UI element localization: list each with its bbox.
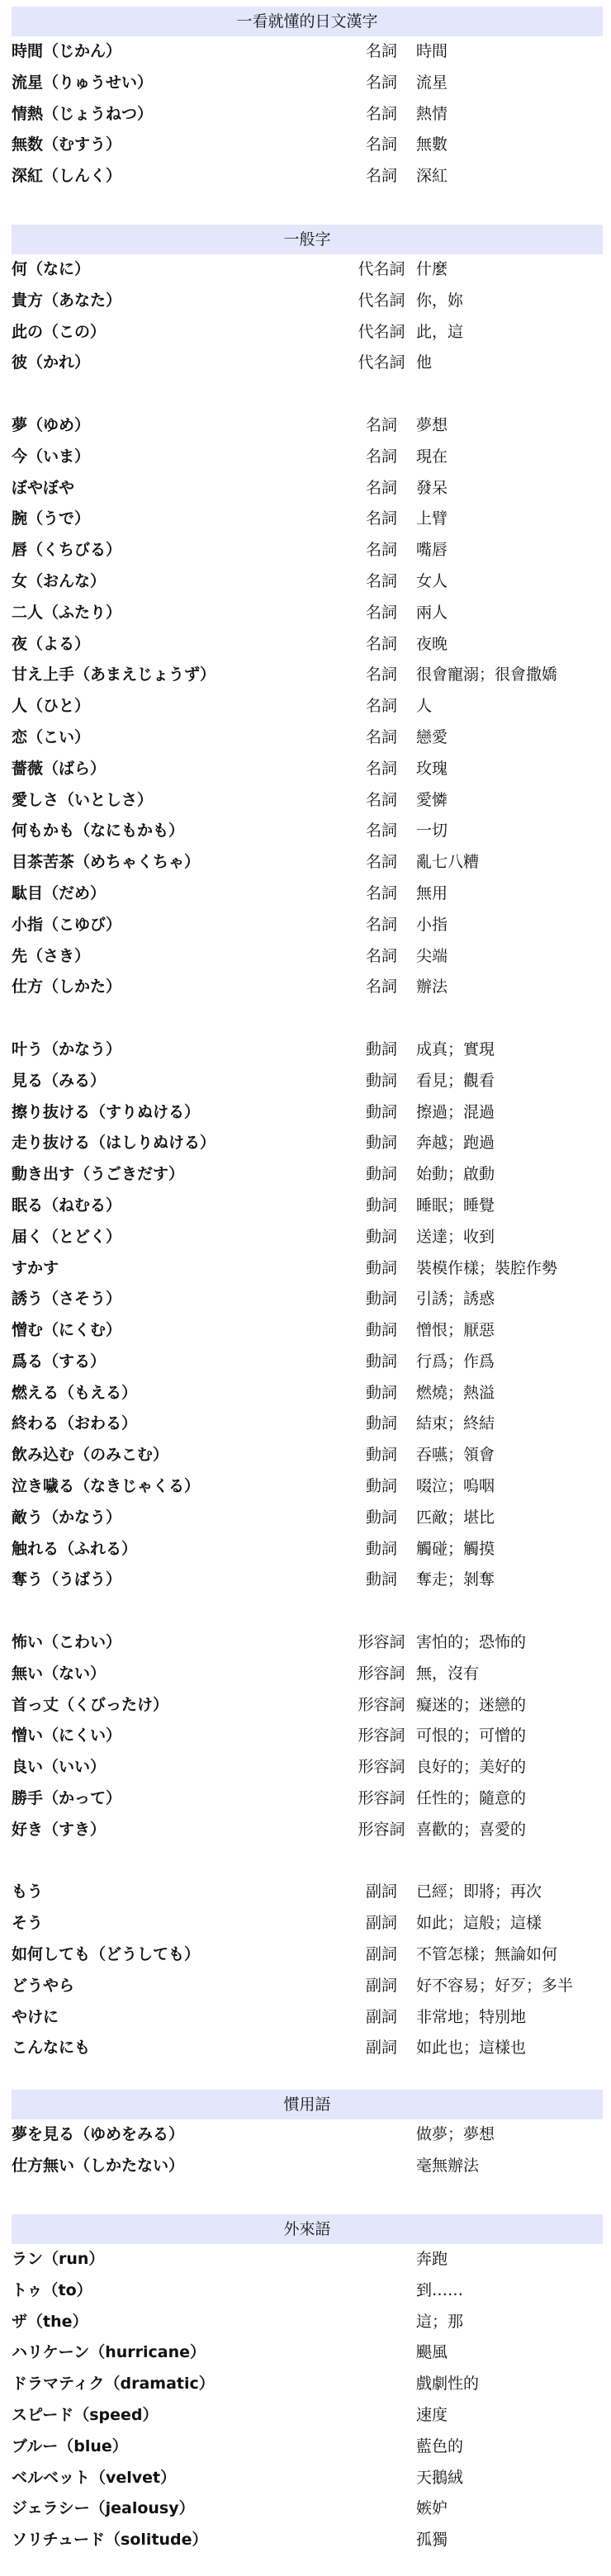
vocab-row	[12, 1066, 603, 1097]
chinese-meaning: 吞嚥；領會	[416, 1446, 495, 1465]
part-of-speech: 形容詞	[358, 1726, 405, 1745]
japanese-word: ぼやぼや	[12, 478, 75, 497]
japanese-word: 此の（この）	[12, 322, 107, 341]
vocab-row	[12, 1534, 603, 1565]
vocab-row	[12, 130, 603, 161]
japanese-word: 良い（いい）	[12, 1758, 107, 1777]
japanese-word: そう	[12, 1914, 44, 1933]
chinese-meaning: 亂七八糟	[416, 853, 480, 872]
part-of-speech: 名詞	[365, 447, 397, 466]
vocab-row	[12, 1035, 603, 1066]
part-of-speech: 名詞	[365, 571, 397, 590]
chinese-meaning: 好不容易；好歹；多半	[416, 1976, 574, 1995]
vocab-row	[12, 2369, 603, 2400]
japanese-word: 奪う（うばう）	[12, 1570, 122, 1589]
vocab-row	[12, 816, 603, 847]
part-of-speech: 名詞	[365, 853, 397, 872]
japanese-word: 飲み込む（のみこむ）	[12, 1446, 169, 1465]
chinese-meaning: 辦法	[416, 978, 448, 997]
vocab-row	[12, 1409, 603, 1440]
part-of-speech: 副詞	[365, 2039, 397, 2057]
japanese-word: 先（さき）	[12, 946, 91, 965]
vocab-row	[12, 2307, 603, 2338]
japanese-word: 仕方無い（しかたない）	[12, 2156, 185, 2175]
chinese-meaning: 到……	[416, 2280, 464, 2299]
japanese-word: ソリチュード（solitude）	[12, 2531, 208, 2550]
part-of-speech: 名詞	[365, 42, 397, 60]
chinese-meaning: 夢想	[416, 415, 448, 434]
section-header: 一看就懂的日文漢字	[12, 7, 603, 36]
part-of-speech: 名詞	[365, 478, 397, 497]
vocab-row	[12, 442, 603, 473]
japanese-word: こんなにも	[12, 2039, 91, 2057]
vocab-row	[12, 2400, 603, 2432]
japanese-word: 憎む（にくむ）	[12, 1321, 122, 1340]
chinese-meaning: 奪走；剝奪	[416, 1570, 495, 1589]
chinese-meaning: 觸碰；觸摸	[416, 1539, 495, 1558]
vocab-row	[12, 754, 603, 785]
vocab-row	[12, 1222, 603, 1253]
chinese-meaning: 現在	[416, 447, 448, 466]
japanese-word: 怖い（こわい）	[12, 1633, 122, 1652]
chinese-meaning: 你，妳	[416, 291, 464, 310]
section-header: 外來語	[12, 2214, 603, 2244]
vocab-row	[12, 2493, 603, 2525]
part-of-speech: 形容詞	[358, 1758, 405, 1777]
chinese-meaning: 行爲；作爲	[416, 1352, 495, 1371]
chinese-meaning: 夜晚	[416, 634, 448, 653]
vocab-row	[12, 1440, 603, 1471]
japanese-word: 無い（ない）	[12, 1664, 107, 1683]
vocab-row	[12, 348, 603, 379]
japanese-word: どうやら	[12, 1976, 75, 1995]
chinese-meaning: 不管怎樣；無論如何	[416, 1945, 558, 1964]
chinese-meaning: 人	[416, 697, 433, 716]
japanese-word: 何（なに）	[12, 260, 91, 278]
chinese-meaning: 已經；即將；再次	[416, 1882, 542, 1901]
vocab-row	[12, 1815, 603, 1846]
chinese-meaning: 擦過；混過	[416, 1102, 495, 1121]
part-of-speech: 名詞	[365, 541, 397, 560]
japanese-word: 如何しても（どうしても）	[12, 1945, 201, 1964]
part-of-speech: 形容詞	[358, 1789, 405, 1808]
part-of-speech: 動詞	[365, 1196, 397, 1215]
part-of-speech: 名詞	[365, 946, 397, 965]
japanese-word: 深紅（しんく）	[12, 167, 122, 186]
japanese-word: 唇（くちびる）	[12, 541, 122, 560]
japanese-word: 見る（みる）	[12, 1071, 107, 1090]
japanese-word: ブルー（blue）	[12, 2436, 128, 2455]
japanese-word: 腕（うで）	[12, 509, 91, 528]
japanese-word: ラン（run）	[12, 2250, 105, 2268]
part-of-speech: 名詞	[365, 790, 397, 809]
part-of-speech: 動詞	[365, 1071, 397, 1090]
japanese-word: ハリケーン（hurricane）	[12, 2343, 206, 2362]
vocab-row	[12, 691, 603, 722]
part-of-speech: 形容詞	[358, 1820, 405, 1839]
vocab-row	[12, 722, 603, 754]
japanese-word: 女（おんな）	[12, 571, 107, 590]
chinese-meaning: 女人	[416, 571, 448, 590]
part-of-speech: 副詞	[365, 1882, 397, 1901]
japanese-word: 恋（こい）	[12, 727, 91, 746]
part-of-speech: 名詞	[365, 759, 397, 778]
chinese-meaning: 很會寵溺；很會撒嬌	[416, 665, 558, 684]
japanese-word: 時間（じかん）	[12, 42, 122, 60]
chinese-meaning: 無，沒有	[416, 1664, 480, 1683]
part-of-speech: 形容詞	[358, 1695, 405, 1714]
vocab-row	[12, 1783, 603, 1815]
vocab-row	[12, 473, 603, 504]
chinese-meaning: 憎恨；厭惡	[416, 1321, 495, 1340]
japanese-word: 今（いま）	[12, 447, 91, 466]
vocab-row	[12, 629, 603, 661]
chinese-meaning: 燃燒；熱溢	[416, 1383, 495, 1402]
part-of-speech: 動詞	[365, 1508, 397, 1527]
japanese-word: 動き出す（うごきだす）	[12, 1165, 185, 1184]
vocab-row	[12, 2275, 603, 2307]
japanese-word: 貴方（あなた）	[12, 291, 122, 310]
japanese-word: 薔薇（ばら）	[12, 759, 107, 778]
chinese-meaning: 非常地；特別地	[416, 2007, 527, 2026]
japanese-word: 触れる（ふれる）	[12, 1539, 138, 1558]
vocab-row	[12, 785, 603, 817]
part-of-speech: 代名詞	[358, 322, 405, 341]
vocab-row	[12, 535, 603, 566]
vocab-row	[12, 1939, 603, 1971]
vocab-row	[12, 941, 603, 973]
chinese-meaning: 愛憐	[416, 790, 448, 809]
part-of-speech: 副詞	[365, 2007, 397, 2026]
vocab-row	[12, 1690, 603, 1721]
japanese-word: 泣き噦る（なきじゃくる）	[12, 1477, 201, 1496]
vocab-row	[12, 2119, 603, 2151]
chinese-meaning: 可恨的；可憎的	[416, 1726, 527, 1745]
chinese-meaning: 颶風	[416, 2343, 448, 2362]
part-of-speech: 動詞	[365, 1446, 397, 1465]
japanese-word: 仕方（しかた）	[12, 978, 122, 997]
chinese-meaning: 戲劇性的	[416, 2375, 480, 2394]
vocab-row	[12, 1315, 603, 1347]
vocab-row	[12, 1627, 603, 1659]
japanese-word: 情熱（じょうねつ）	[12, 104, 154, 123]
part-of-speech: 名詞	[365, 104, 397, 123]
japanese-word: 勝手（かって）	[12, 1789, 122, 1808]
japanese-word: 首っ丈（くびったけ）	[12, 1695, 169, 1714]
vocab-row	[12, 1471, 603, 1503]
japanese-word: ザ（the）	[12, 2312, 88, 2331]
vocab-row	[12, 598, 603, 629]
part-of-speech: 名詞	[365, 915, 397, 934]
vocab-row	[12, 660, 603, 691]
part-of-speech: 名詞	[365, 509, 397, 528]
japanese-word: 無数（むすう）	[12, 135, 122, 154]
chinese-meaning: 無數	[416, 135, 448, 154]
section-header: 慣用語	[12, 2090, 603, 2119]
chinese-meaning: 無用	[416, 883, 448, 902]
chinese-meaning: 深紅	[416, 167, 448, 186]
vocab-row	[12, 2525, 603, 2556]
japanese-word: ドラマティク（dramatic）	[12, 2375, 215, 2394]
vocab-row	[12, 1347, 603, 1378]
japanese-word: 二人（ふたり）	[12, 603, 122, 622]
japanese-word: 夢（ゆめ）	[12, 415, 91, 434]
part-of-speech: 名詞	[365, 73, 397, 92]
part-of-speech: 名詞	[365, 167, 397, 186]
japanese-word: 彼（かれ）	[12, 353, 91, 372]
japanese-word: 小指（こゆび）	[12, 915, 122, 934]
part-of-speech: 名詞	[365, 665, 397, 684]
part-of-speech: 名詞	[365, 727, 397, 746]
section-idioms	[12, 2090, 603, 2182]
chinese-meaning: 成真；實現	[416, 1039, 495, 1058]
part-of-speech: 名詞	[365, 697, 397, 716]
vocab-row	[12, 1097, 603, 1129]
vocab-row	[12, 2033, 603, 2064]
chinese-meaning: 速度	[416, 2405, 448, 2424]
chinese-meaning: 如此也；這樣也	[416, 2039, 527, 2057]
vocab-row	[12, 2463, 603, 2494]
part-of-speech: 名詞	[365, 883, 397, 902]
chinese-meaning: 他	[416, 353, 433, 372]
vocab-row	[12, 566, 603, 598]
chinese-meaning: 奔越；跑過	[416, 1134, 495, 1153]
part-of-speech: 動詞	[365, 1321, 397, 1340]
japanese-word: 人（ひと）	[12, 697, 91, 716]
japanese-word: 愛しさ（いとしさ）	[12, 790, 154, 809]
part-of-speech: 名詞	[365, 415, 397, 434]
part-of-speech: 動詞	[365, 1383, 397, 1402]
vocab-row	[12, 2337, 603, 2369]
chinese-meaning: 天鵝絨	[416, 2468, 464, 2487]
vocab-row	[12, 504, 603, 535]
japanese-word: 眠る（ねむる）	[12, 1196, 122, 1215]
part-of-speech: 動詞	[365, 1227, 397, 1246]
japanese-word: やけに	[12, 2007, 59, 2026]
chinese-meaning: 時間	[416, 42, 448, 60]
chinese-meaning: 奔跑	[416, 2250, 448, 2268]
chinese-meaning: 一切	[416, 822, 448, 841]
vocab-row	[12, 1659, 603, 1690]
chinese-meaning: 孤獨	[416, 2531, 448, 2550]
japanese-word: 叶う（かなう）	[12, 1039, 122, 1058]
part-of-speech: 動詞	[365, 1414, 397, 1433]
chinese-meaning: 如此；這般；這樣	[416, 1914, 542, 1933]
group-spacer	[12, 1846, 603, 1878]
japanese-word: 走り抜ける（はしりぬける）	[12, 1134, 216, 1153]
japanese-word: トゥ（to）	[12, 2280, 92, 2299]
section-general	[12, 225, 603, 2064]
part-of-speech: 名詞	[365, 822, 397, 841]
vocab-row	[12, 1908, 603, 1939]
japanese-word: 甘え上手（あまえじょうず）	[12, 665, 216, 684]
japanese-word: ジェラシー（jealousy）	[12, 2499, 195, 2518]
vocab-row	[12, 2432, 603, 2463]
japanese-word: 燃える（もえる）	[12, 1383, 138, 1402]
chinese-meaning: 什麼	[416, 260, 448, 278]
japanese-word: すかす	[12, 1258, 59, 1277]
part-of-speech: 形容詞	[358, 1633, 405, 1652]
chinese-meaning: 尖端	[416, 946, 448, 965]
chinese-meaning: 熱情	[416, 104, 448, 123]
vocab-row	[12, 2244, 603, 2275]
chinese-meaning: 上臂	[416, 509, 448, 528]
vocab-row	[12, 317, 603, 348]
part-of-speech: 動詞	[365, 1102, 397, 1121]
japanese-word: 終わる（おわる）	[12, 1414, 138, 1433]
part-of-speech: 動詞	[365, 1290, 397, 1309]
vocab-row	[12, 1284, 603, 1315]
group-spacer	[12, 379, 603, 410]
vocab-row	[12, 2002, 603, 2034]
chinese-meaning: 小指	[416, 915, 448, 934]
chinese-meaning: 毫無辦法	[416, 2156, 480, 2175]
japanese-word: 流星（りゅうせい）	[12, 73, 154, 92]
part-of-speech: 副詞	[365, 1976, 397, 1995]
vocab-row	[12, 1971, 603, 2002]
japanese-word: もう	[12, 1882, 44, 1901]
chinese-meaning: 送達；收到	[416, 1227, 495, 1246]
japanese-word: 駄目（だめ）	[12, 883, 107, 902]
japanese-word: 憎い（にくい）	[12, 1726, 122, 1745]
vocab-row	[12, 1503, 603, 1534]
chinese-meaning: 啜泣；嗚咽	[416, 1477, 495, 1496]
chinese-meaning: 始動；啟動	[416, 1165, 495, 1184]
part-of-speech: 動詞	[365, 1165, 397, 1184]
vocab-row	[12, 286, 603, 317]
chinese-meaning: 藍色的	[416, 2436, 464, 2455]
chinese-meaning: 發呆	[416, 478, 448, 497]
part-of-speech: 名詞	[365, 978, 397, 997]
part-of-speech: 動詞	[365, 1258, 397, 1277]
chinese-meaning: 結束；終結	[416, 1414, 495, 1433]
part-of-speech: 動詞	[365, 1039, 397, 1058]
vocab-row	[12, 878, 603, 910]
chinese-meaning: 兩人	[416, 603, 448, 622]
part-of-speech: 副詞	[365, 1914, 397, 1933]
vocab-row	[12, 68, 603, 99]
part-of-speech: 形容詞	[358, 1664, 405, 1683]
vocab-row	[12, 410, 603, 442]
chinese-meaning: 這；那	[416, 2312, 464, 2331]
section-kanji	[12, 7, 603, 192]
chinese-meaning: 良好的；美好的	[416, 1758, 527, 1777]
part-of-speech: 代名詞	[358, 353, 405, 372]
chinese-meaning: 睡眠；睡覺	[416, 1196, 495, 1215]
japanese-word: 爲る（する）	[12, 1352, 107, 1371]
vocab-row	[12, 972, 603, 1003]
chinese-meaning: 流星	[416, 73, 448, 92]
part-of-speech: 名詞	[365, 634, 397, 653]
japanese-word: 擦り抜ける（すりぬける）	[12, 1102, 201, 1121]
japanese-word: 目茶苦茶（めちゃくちゃ）	[12, 853, 201, 872]
chinese-meaning: 嫉妒	[416, 2499, 448, 2518]
vocab-row	[12, 1877, 603, 1908]
part-of-speech: 動詞	[365, 1570, 397, 1589]
chinese-meaning: 癡迷的；迷戀的	[416, 1695, 527, 1714]
vocab-row	[12, 161, 603, 192]
vocab-row	[12, 1253, 603, 1285]
vocab-row	[12, 99, 603, 130]
vocab-row	[12, 1191, 603, 1222]
part-of-speech: 動詞	[365, 1352, 397, 1371]
part-of-speech: 動詞	[365, 1477, 397, 1496]
part-of-speech: 動詞	[365, 1134, 397, 1153]
chinese-meaning: 匹敵；堪比	[416, 1508, 495, 1527]
part-of-speech: 副詞	[365, 1945, 397, 1964]
vocab-row	[12, 910, 603, 941]
vocab-row	[12, 254, 603, 286]
part-of-speech: 名詞	[365, 603, 397, 622]
chinese-meaning: 喜歡的；喜愛的	[416, 1820, 527, 1839]
section-loanwords	[12, 2214, 603, 2556]
chinese-meaning: 看見；觀看	[416, 1071, 495, 1090]
chinese-meaning: 害怕的；恐怖的	[416, 1633, 527, 1652]
vocab-row	[12, 1565, 603, 1596]
chinese-meaning: 嘴唇	[416, 541, 448, 560]
group-spacer	[12, 1596, 603, 1627]
vocab-row	[12, 2151, 603, 2182]
japanese-word: 敵う（かなう）	[12, 1508, 122, 1527]
japanese-word: ベルベット（velvet）	[12, 2468, 177, 2487]
vocab-row	[12, 1752, 603, 1783]
chinese-meaning: 引誘；誘惑	[416, 1290, 495, 1309]
japanese-word: 好き（すき）	[12, 1820, 107, 1839]
vocab-row	[12, 847, 603, 878]
vocab-row	[12, 36, 603, 68]
part-of-speech: 代名詞	[358, 291, 405, 310]
vocab-row	[12, 1159, 603, 1191]
chinese-meaning: 做夢；夢想	[416, 2125, 495, 2143]
japanese-word: スピード（speed）	[12, 2405, 159, 2424]
chinese-meaning: 裝模作樣；裝腔作勢	[416, 1258, 558, 1277]
chinese-meaning: 玫瑰	[416, 759, 448, 778]
japanese-word: 誘う（さそう）	[12, 1290, 122, 1309]
part-of-speech: 動詞	[365, 1539, 397, 1558]
japanese-word: 夢を見る（ゆめをみる）	[12, 2125, 185, 2143]
section-header: 一般字	[12, 225, 603, 254]
part-of-speech: 代名詞	[358, 260, 405, 278]
vocab-row	[12, 1378, 603, 1409]
japanese-word: 届く（とどく）	[12, 1227, 122, 1246]
vocab-row	[12, 1128, 603, 1159]
chinese-meaning: 任性的；隨意的	[416, 1789, 527, 1808]
vocab-row	[12, 1721, 603, 1752]
chinese-meaning: 此，這	[416, 322, 464, 341]
chinese-meaning: 戀愛	[416, 727, 448, 746]
japanese-word: 夜（よる）	[12, 634, 91, 653]
group-spacer	[12, 1003, 603, 1035]
japanese-word: 何もかも（なにもかも）	[12, 822, 185, 841]
part-of-speech: 名詞	[365, 135, 397, 154]
